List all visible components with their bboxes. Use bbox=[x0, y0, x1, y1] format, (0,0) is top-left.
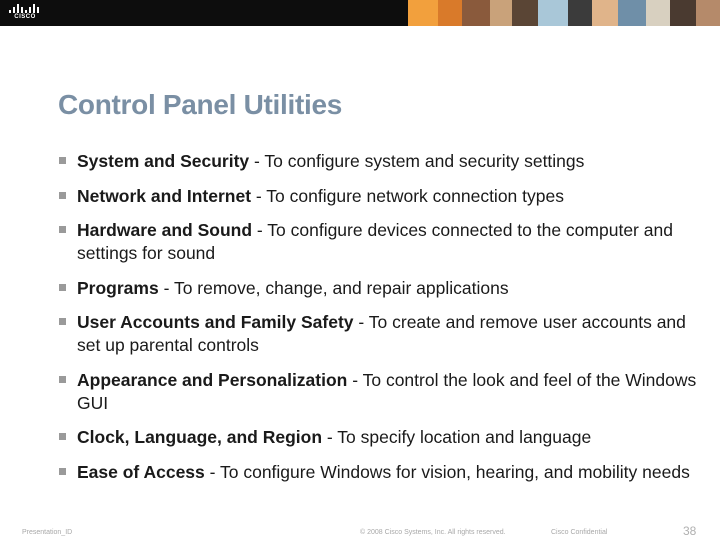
bullet-term: Network and Internet bbox=[77, 185, 252, 206]
header-photo bbox=[646, 0, 670, 26]
header-photo bbox=[568, 0, 592, 26]
bullet-description: - To configure system and security settings bbox=[249, 151, 585, 171]
header-photo bbox=[462, 0, 490, 26]
bullet-item bbox=[58, 185, 698, 208]
bullet-list bbox=[58, 150, 698, 495]
bullet-term: User Accounts and Family Safety bbox=[77, 312, 354, 332]
square-bullet-icon bbox=[59, 226, 66, 233]
header-photo bbox=[512, 0, 538, 26]
slide-title: Control Panel Utilities bbox=[58, 89, 343, 120]
cisco-logo-bars-icon bbox=[8, 4, 42, 13]
header-photo bbox=[490, 0, 512, 26]
cisco-logo-text: CISCO bbox=[14, 14, 36, 20]
header-photo bbox=[696, 0, 720, 26]
header-photo bbox=[438, 0, 462, 26]
bullet-term: System and Security bbox=[77, 151, 250, 171]
bullet-term: Clock, Language, and Region bbox=[77, 427, 323, 447]
square-bullet-icon bbox=[59, 376, 66, 383]
footer-copyright: © 2008 Cisco Systems, Inc. All rights reserved. bbox=[360, 529, 506, 536]
bullet-item bbox=[58, 277, 698, 300]
header-bar bbox=[0, 0, 720, 26]
bullet-description: - To control the look and feel of the Windows GUI bbox=[77, 369, 697, 413]
cisco-logo bbox=[8, 4, 42, 22]
bullet-description: - To configure devices connected to the computer and settings for sound bbox=[77, 220, 673, 263]
bullet-term: Hardware and Sound bbox=[77, 220, 253, 240]
square-bullet-icon bbox=[59, 433, 66, 440]
square-bullet-icon bbox=[59, 157, 66, 164]
footer-presentation-id: Presentation_ID bbox=[22, 529, 73, 536]
page-number: 38 bbox=[683, 524, 697, 538]
bullet-item bbox=[58, 311, 698, 357]
square-bullet-icon bbox=[59, 284, 66, 291]
bullet-description: - To specify location and language bbox=[322, 427, 592, 447]
bullet-description: - To create and remove user accounts and set up parental controls bbox=[77, 312, 686, 355]
header-photo bbox=[538, 0, 568, 26]
header-photo bbox=[592, 0, 618, 26]
header-photo bbox=[618, 0, 646, 26]
bullet-description: - To configure Windows for vision, hearing, and mobility needs bbox=[204, 461, 690, 482]
bullet-item bbox=[58, 426, 698, 449]
footer bbox=[0, 524, 720, 539]
header-photo-strip bbox=[408, 0, 720, 26]
bullet-item bbox=[58, 369, 698, 415]
bullet-item bbox=[58, 461, 698, 484]
bullet-item bbox=[58, 219, 698, 265]
square-bullet-icon bbox=[59, 468, 66, 475]
header-photo bbox=[670, 0, 696, 26]
footer-confidential: Cisco Confidential bbox=[551, 529, 608, 536]
bullet-term: Ease of Access bbox=[77, 461, 205, 482]
bullet-description: - To remove, change, and repair applications bbox=[158, 277, 509, 298]
square-bullet-icon bbox=[59, 192, 66, 199]
bullet-description: - To configure network connection types bbox=[251, 185, 564, 206]
bullet-term: Appearance and Personalization bbox=[77, 369, 348, 390]
square-bullet-icon bbox=[59, 318, 66, 325]
bullet-item bbox=[58, 150, 698, 173]
header-photo bbox=[408, 0, 438, 26]
bullet-term: Programs bbox=[77, 277, 159, 298]
